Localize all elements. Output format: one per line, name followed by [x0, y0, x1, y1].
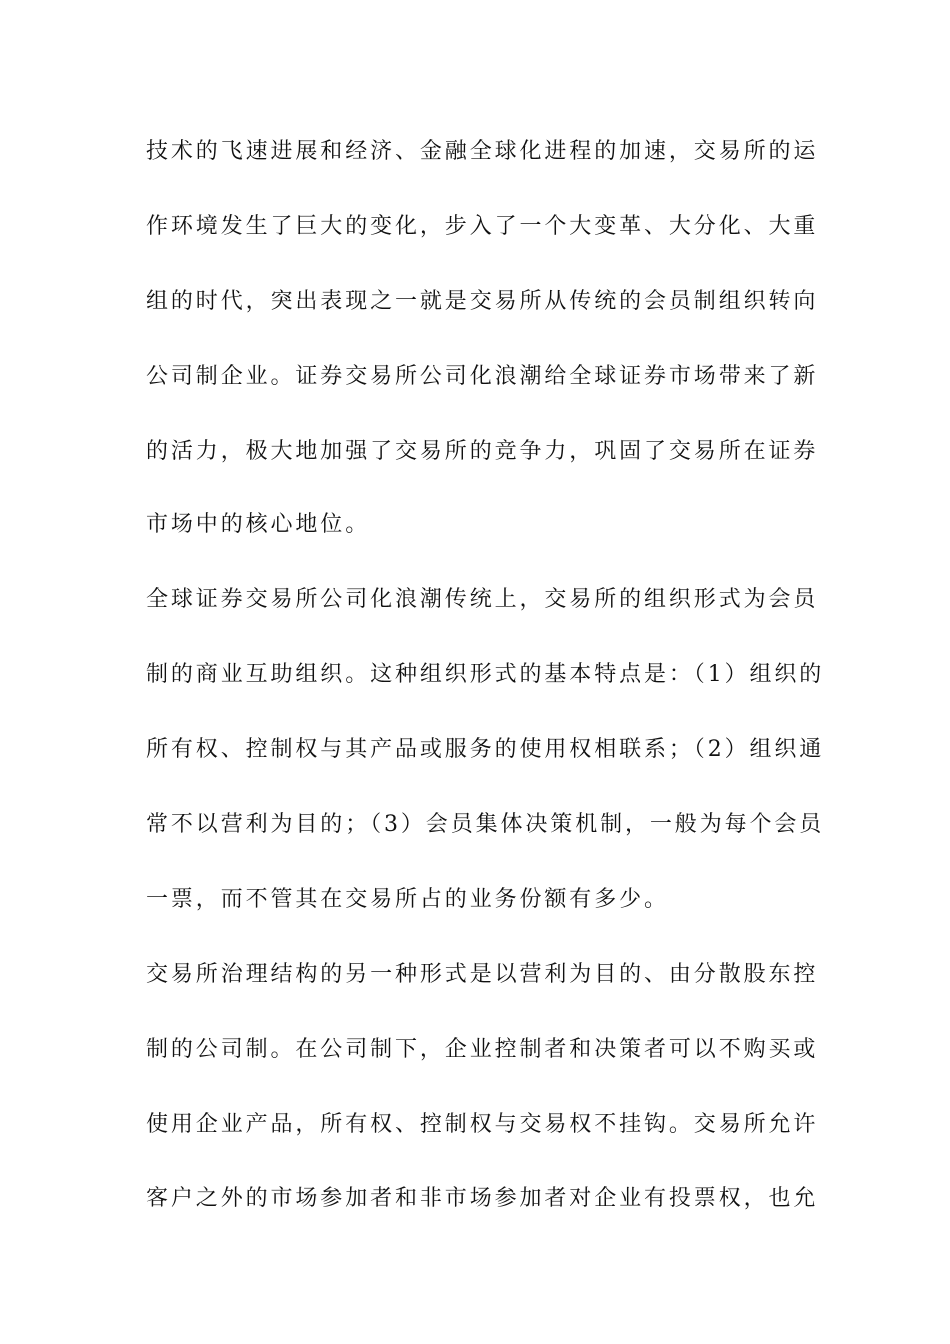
- text-line: 全球证券交易所公司化浪潮传统上，交易所的组织形式为会员: [146, 587, 819, 612]
- text-line: 市场中的核心地位。: [146, 512, 371, 537]
- text-line: 所有权、控制权与其产品或服务的使用权相联系；（2）组织通: [146, 737, 825, 762]
- text-line: 交易所治理结构的另一种形式是以营利为目的、由分散股东控: [146, 962, 819, 987]
- text-line: 技术的飞速进展和经济、金融全球化进程的加速，交易所的运: [146, 139, 819, 164]
- text-line: 制的商业互助组织。这种组织形式的基本特点是：（1）组织的: [146, 662, 825, 687]
- text-line: 组的时代，突出表现之一就是交易所从传统的会员制组织转向: [146, 289, 819, 314]
- text-line: 作环境发生了巨大的变化，步入了一个大变革、大分化、大重: [146, 214, 819, 239]
- text-line: 的活力，极大地加强了交易所的竞争力，巩固了交易所在证券: [146, 439, 819, 464]
- text-line: 使用企业产品，所有权、控制权与交易权不挂钩。交易所允许: [146, 1112, 819, 1137]
- text-line: 制的公司制。在公司制下，企业控制者和决策者可以不购买或: [146, 1037, 819, 1062]
- text-line: 客户之外的市场参加者和非市场参加者对企业有投票权，也允: [146, 1186, 819, 1211]
- text-line: 常不以营利为目的；（3）会员集体决策机制，一般为每个会员: [146, 812, 825, 837]
- text-line: 公司制企业。证券交易所公司化浪潮给全球证券市场带来了新: [146, 364, 819, 389]
- text-line: 一票，而不管其在交易所占的业务份额有多少。: [146, 887, 669, 912]
